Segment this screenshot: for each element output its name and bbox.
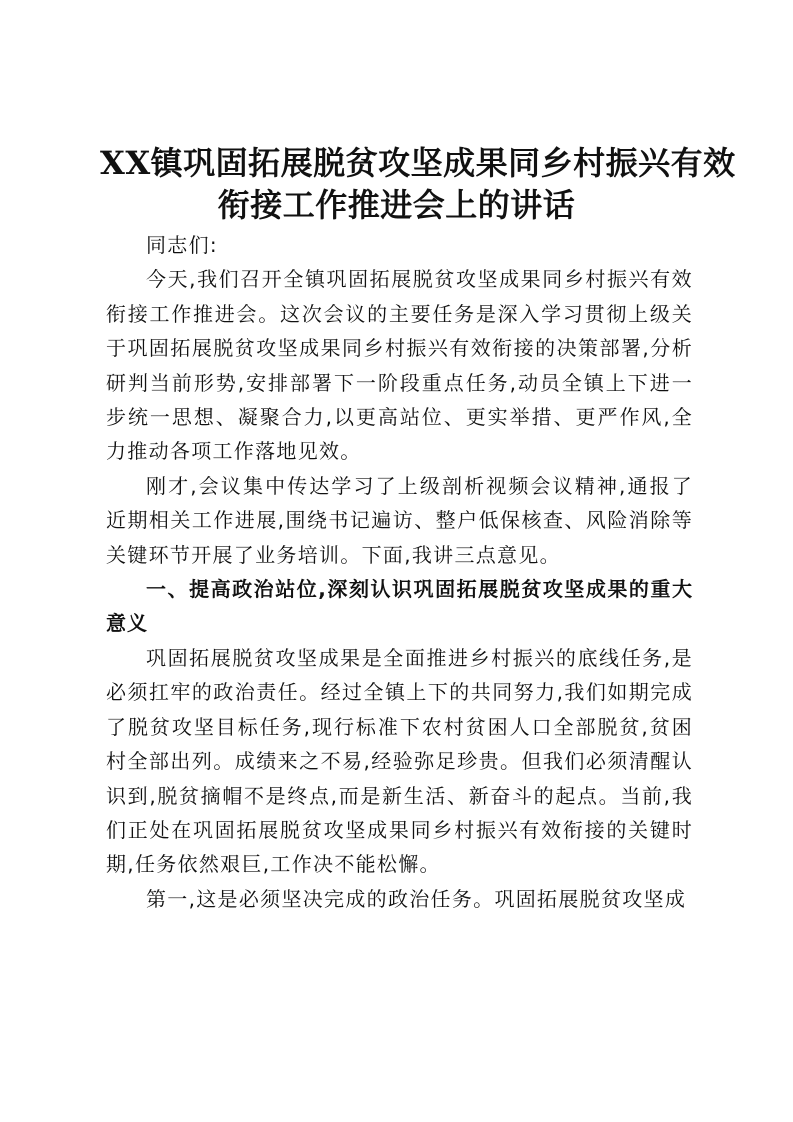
section-heading: 一、提高政治站位,深刻认识巩固拓展脱贫攻坚成果的重大意义 [106, 577, 693, 636]
document-title-line-1: XX镇巩固拓展脱贫攻坚成果同乡村振兴有效 [100, 144, 736, 182]
salutation: 同志们: [146, 233, 218, 257]
document-title-line-2: 衔接工作推进会上的讲话 [217, 186, 576, 224]
document-body [106, 228, 693, 916]
section-paragraph: 第一,这是必须坚决完成的政治任务。巩固拓展脱贫攻坚成 [146, 886, 687, 911]
body-paragraph: 今天,我们召开全镇巩固拓展脱贫攻坚成果同乡村振兴有效衔接工作推进会。这次会议的主要任务是深入学习贯彻上级关于巩固拓展脱贫攻坚成果同乡村振兴有效衔接的决策部署,分析研判当前形势,安排部署下一阶段重点任务,动员全镇上下进一步统一思想、凝聚合力,以更高站位、更实举措、更严作风,全力推动各项工作落地见效。 [106, 267, 693, 464]
body-paragraph: 刚才,会议集中传达学习了上级剖析视频会议精神,通报了近期相关工作进展,围绕书记遍访、整户低保核查、风险消除等关键环节开展了业务培训。下面,我讲三点意见。 [106, 473, 693, 567]
section-paragraph: 巩固拓展脱贫攻坚成果是全面推进乡村振兴的底线任务,是必须扛牢的政治责任。经过全镇上下的共同努力,我们如期完成了脱贫攻坚目标任务,现行标准下农村贫困人口全部脱贫,贫困村全部出列。成绩来之不易,经验弥足珍贵。但我们必须清醒认识到,脱贫摘帽不是终点,而是新生活、新奋斗的起点。当前,我们正处在巩固拓展脱贫攻坚成果同乡村振兴有效衔接的关键时期,任务依然艰巨,工作决不能松懈。 [106, 645, 693, 877]
